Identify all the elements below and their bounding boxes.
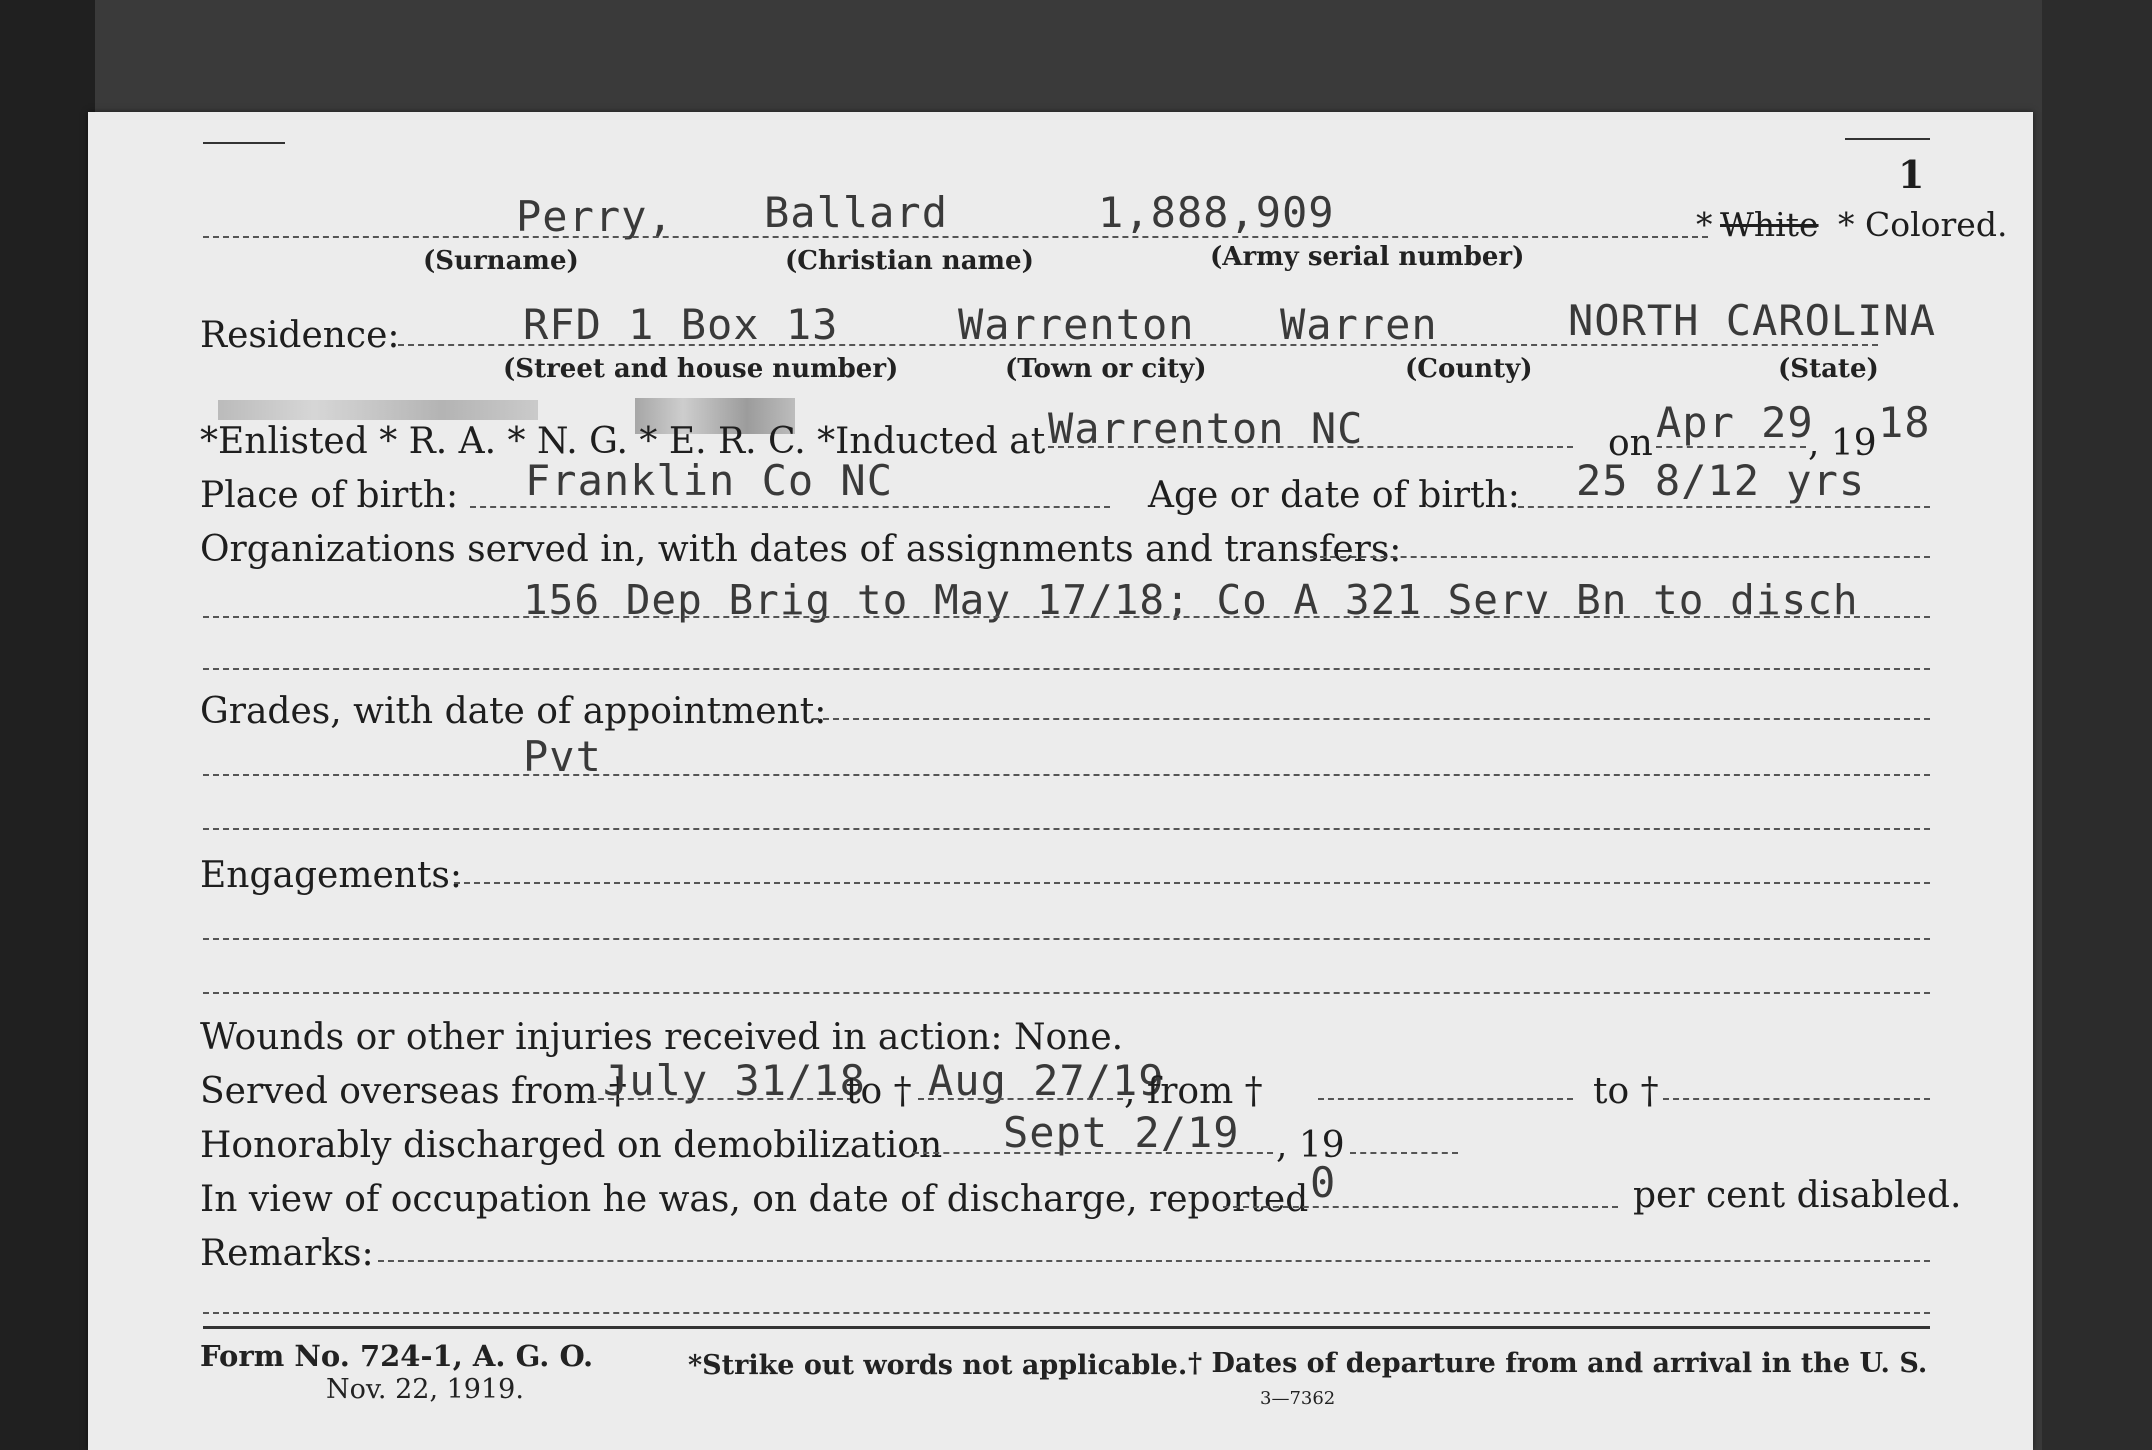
organizations-line-2 [203, 616, 1930, 618]
overseas-to-value: Aug 27/19 [928, 1056, 1165, 1105]
strike-note: *Strike out words not applicable. [688, 1350, 1188, 1381]
engagements-line-2 [203, 938, 1930, 940]
serial-number-caption: (Army serial number) [1210, 242, 1525, 272]
disability-value: 0 [1310, 1158, 1337, 1207]
town-caption: (Town or city) [1005, 354, 1207, 384]
birth-place-line [470, 506, 1110, 508]
residence-state-value: NORTH CAROLINA [1568, 296, 1937, 345]
overseas-to-line [918, 1098, 1123, 1100]
grades-value: Pvt [523, 732, 602, 781]
residence-line [398, 344, 1878, 346]
induction-on-label: on [1608, 423, 1653, 464]
overseas-from-line [588, 1098, 853, 1100]
footer-rule [203, 1326, 1930, 1329]
residence-street-value: RFD 1 Box 13 [523, 300, 839, 349]
overseas-label: Served overseas from † [200, 1071, 627, 1112]
discharge-date-value: Sept 2/19 [1003, 1108, 1240, 1157]
induction-year-value: 18 [1878, 398, 1931, 447]
name-line [203, 236, 1708, 238]
state-caption: (State) [1778, 354, 1879, 384]
remarks-label: Remarks: [200, 1233, 374, 1274]
induction-place-value: Warrenton NC [1048, 404, 1364, 453]
grades-line-1 [813, 718, 1930, 720]
race-colored-option: * Colored. [1838, 205, 2008, 244]
induction-year-prefix: , 19 [1808, 423, 1877, 464]
engagements-line-3 [203, 992, 1930, 994]
top-left-rule [203, 142, 285, 144]
engagements-label: Engagements: [200, 855, 463, 896]
scan-background-left [0, 0, 95, 1450]
grades-line-2 [203, 774, 1930, 776]
disability-line [1223, 1206, 1618, 1208]
top-right-rule [1845, 138, 1930, 140]
birth-place-value: Franklin Co NC [525, 456, 894, 505]
dates-note: † Dates of departure from and arrival in the U. S. [1188, 1348, 1928, 1379]
residence-town-value: Warrenton [958, 300, 1195, 349]
surname-caption: (Surname) [423, 246, 579, 276]
grades-line-3 [203, 828, 1930, 830]
christian-name-value: Ballard [764, 188, 949, 237]
induction-date-value: Apr 29 [1656, 398, 1814, 447]
age-line [1518, 506, 1930, 508]
county-caption: (County) [1405, 354, 1533, 384]
birth-place-label: Place of birth: [200, 475, 459, 516]
overseas-from2-label: , from † [1124, 1071, 1263, 1112]
overseas-to2-line [1663, 1098, 1930, 1100]
engagements-line-1 [454, 882, 1930, 884]
enlistment-label: *Enlisted * R. A. * N. G. * E. R. C. *Inducted at [200, 421, 1046, 462]
scan-background-right [2042, 0, 2152, 1450]
overseas-to2-label: to † [1593, 1071, 1659, 1112]
form-date: Nov. 22, 1919. [326, 1374, 524, 1405]
serial-number-value: 1,888,909 [1098, 188, 1335, 237]
age-value: 25 8/12 yrs [1576, 456, 1866, 505]
discharge-date-line [913, 1152, 1273, 1154]
race-white-option: White [1720, 205, 1819, 244]
organizations-value: 156 Dep Brig to May 17/18; Co A 321 Serv Bn to disch [523, 576, 1859, 624]
organizations-line-1 [1310, 556, 1930, 558]
discharge-year-label: , 19 [1276, 1125, 1345, 1166]
form-number: Form No. 724-1, A. G. O. [200, 1339, 594, 1373]
page-number: 1 [1898, 152, 1925, 197]
disability-label: In view of occupation he was, on date of discharge, reported [200, 1179, 1309, 1220]
print-code: 3—7362 [1260, 1388, 1336, 1409]
remarks-line-2 [203, 1312, 1930, 1314]
overseas-to-label: to † [846, 1071, 912, 1112]
overseas-from2-line [1318, 1098, 1573, 1100]
organizations-label: Organizations served in, with dates of assignments and transfers: [200, 529, 1402, 570]
service-record-card [88, 112, 2033, 1450]
discharge-year-line [1350, 1152, 1458, 1154]
discharge-label: Honorably discharged on demobilization [200, 1125, 943, 1166]
christian-name-caption: (Christian name) [785, 246, 1034, 276]
age-label: Age or date of birth: [1148, 475, 1520, 516]
remarks-line-1 [378, 1260, 1930, 1262]
residence-label: Residence: [200, 315, 400, 356]
grades-label: Grades, with date of appointment: [200, 691, 827, 732]
residence-county-value: Warren [1280, 300, 1438, 349]
organizations-line-3 [203, 668, 1930, 670]
overseas-from-value: July 31/18 [603, 1056, 866, 1105]
redaction-smudge [218, 400, 538, 420]
disability-suffix: per cent disabled. [1633, 1175, 1962, 1216]
induction-date-line [1656, 446, 1806, 448]
surname-value: Perry, [516, 192, 674, 241]
induction-place-line [1048, 446, 1573, 448]
race-star-mark: * [1696, 205, 1713, 244]
street-caption: (Street and house number) [503, 354, 899, 384]
wounds-label: Wounds or other injuries received in action: None. [200, 1017, 1124, 1058]
